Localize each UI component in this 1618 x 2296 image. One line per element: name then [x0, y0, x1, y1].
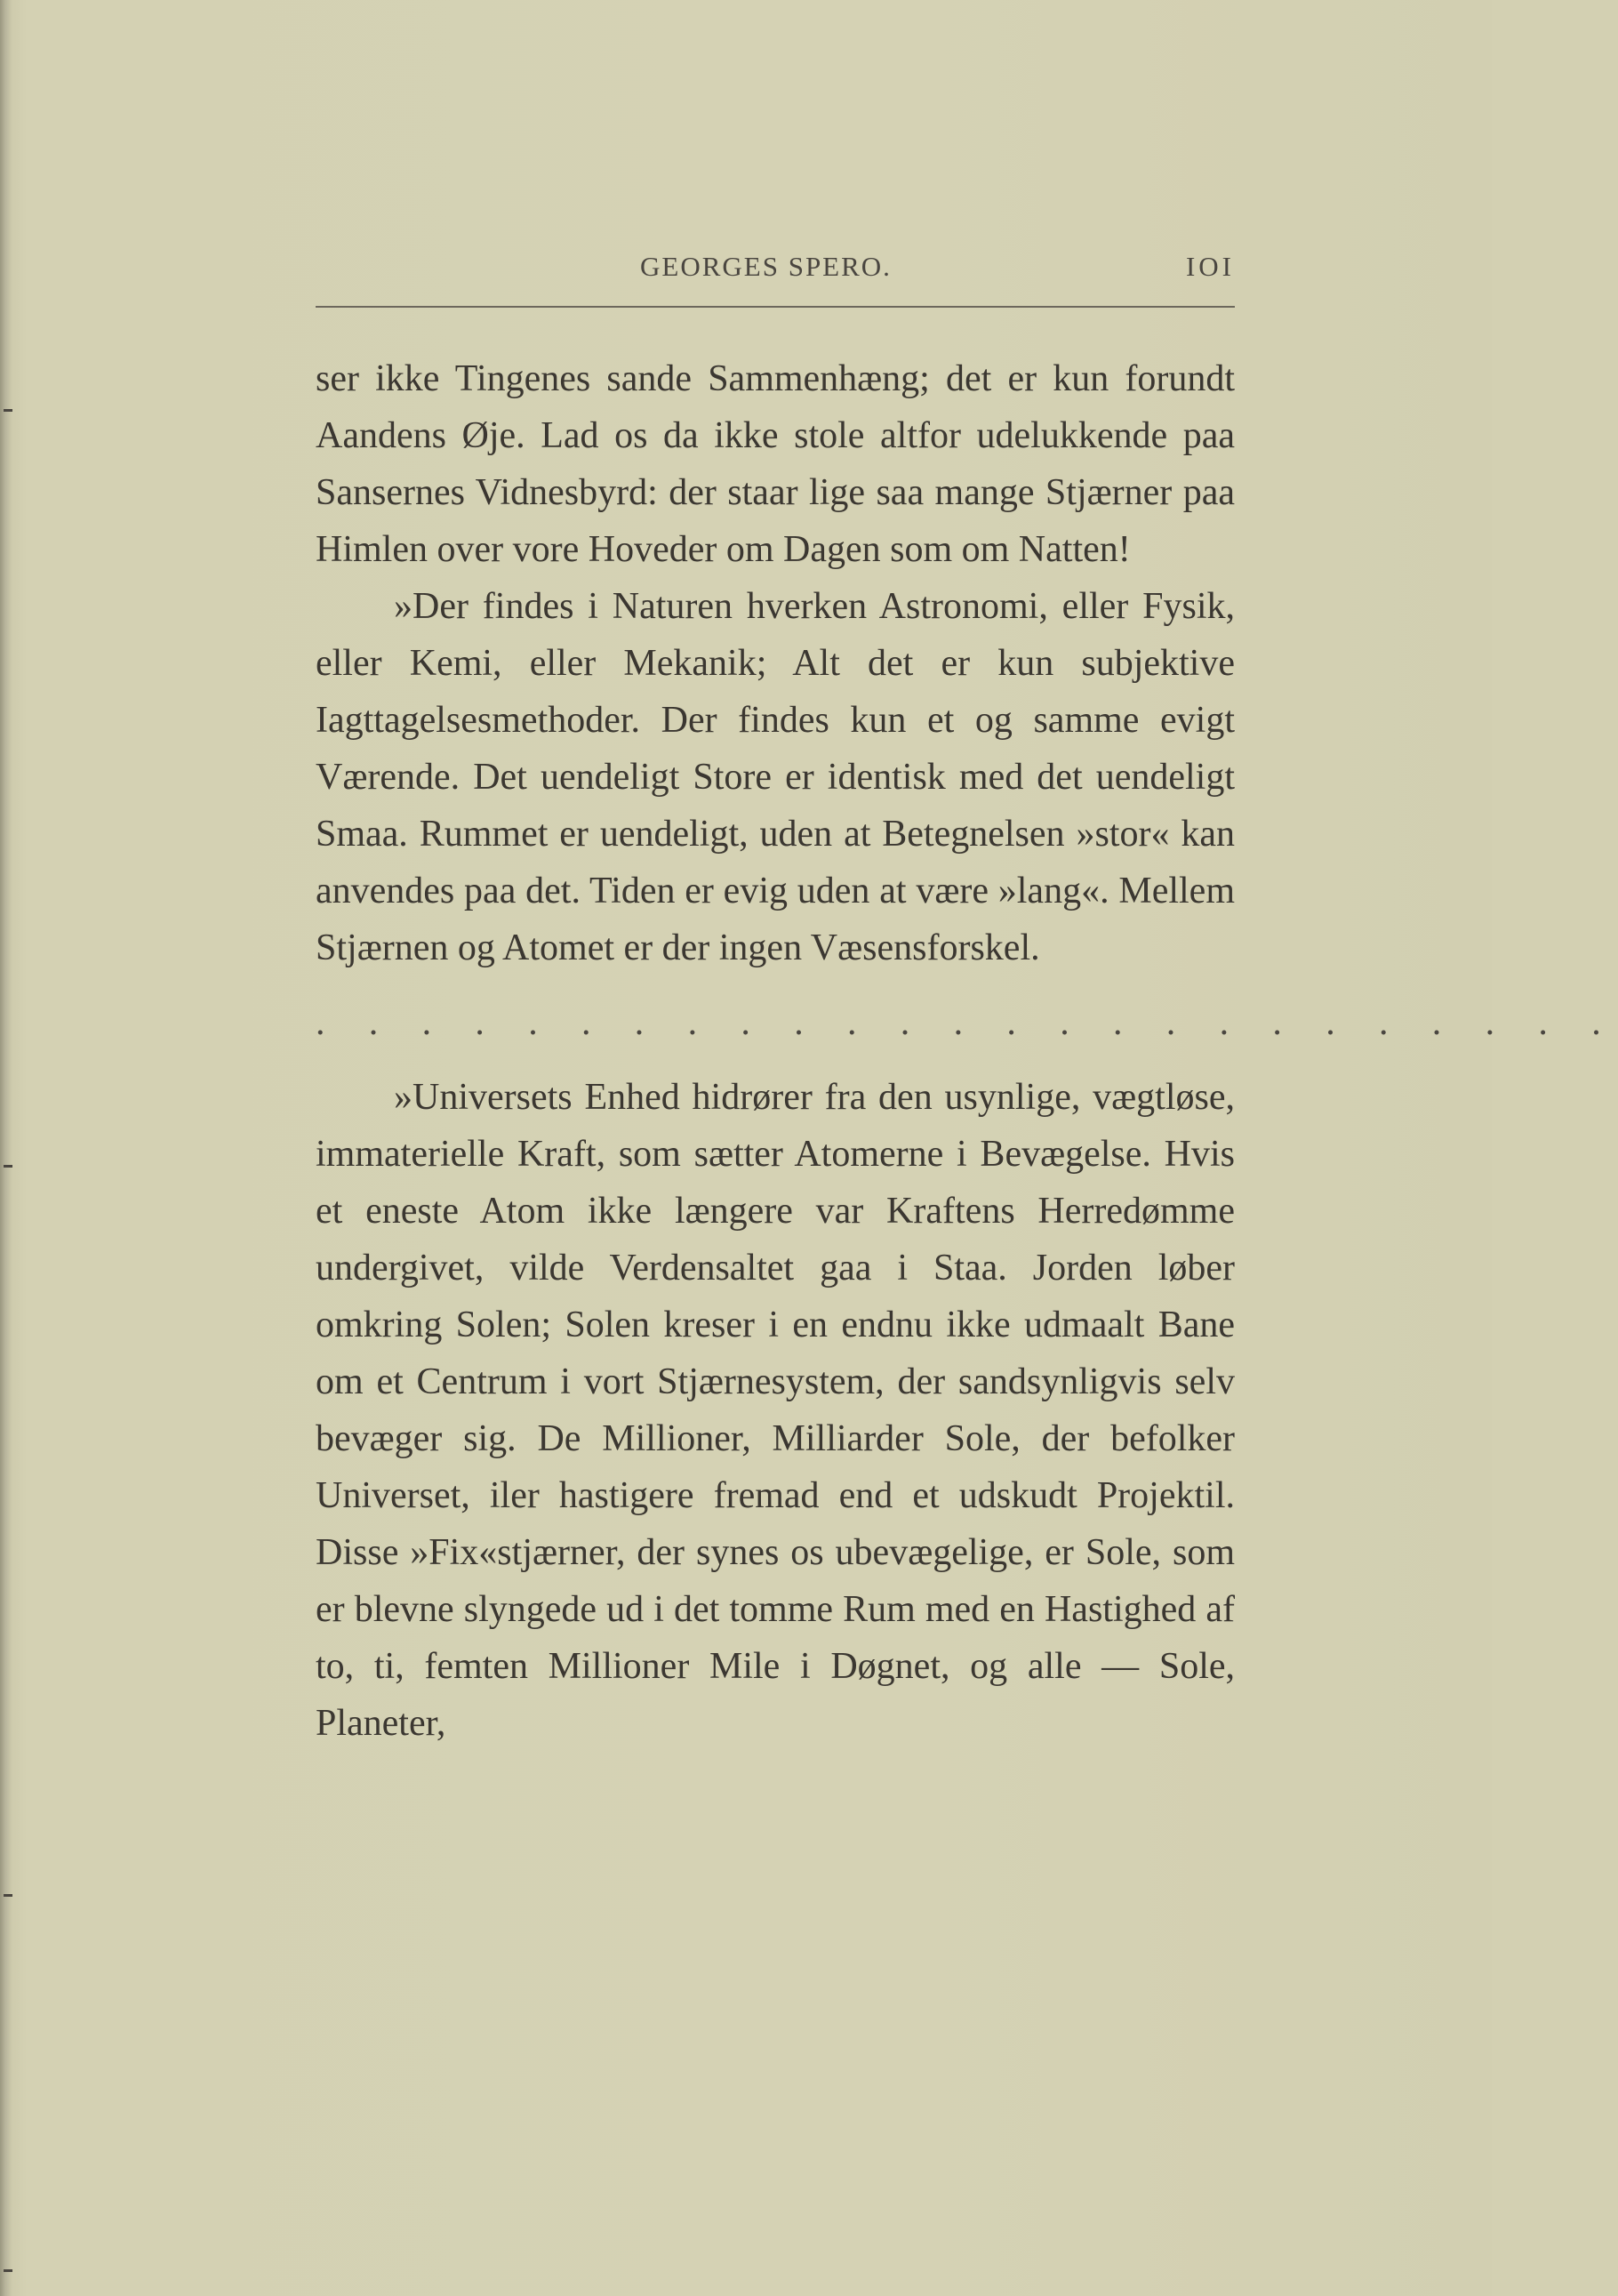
margin-mark [4, 409, 12, 412]
running-title: GEORGES SPERO. [640, 251, 892, 282]
ellipsis-separator: . . . . . . . . . . . . . . . . . . . . . . . . . [316, 1002, 1618, 1043]
header-rule [316, 306, 1235, 308]
margin-mark [4, 1894, 12, 1897]
paragraph: »Der findes i Naturen hverken Astronomi, eller Fysik, eller Kemi, eller Mekanik; Alt det er kun subjektive Iagttagelsesmethoder. Der findes kun et og samme evigt Værende. Det uendeligt Store er identisk med det uendeligt Smaa. Rummet er uendeligt, uden at Betegnelsen »stor« kan anvendes paa det. Tiden er evig uden at være »lang«. Mellem Stjærnen og Atomet er der ingen Væsensforskel. [316, 586, 1235, 968]
body-text [316, 350, 1618, 1752]
margin-mark [4, 1165, 12, 1168]
margin-mark [4, 2269, 12, 2272]
paragraph: »Universets Enhed hidrører fra den usynlige, vægtløse, immaterielle Kraft, som sætter Atomerne i Bevægelse. Hvis et eneste Atom ikke længere var Kraftens Herredømme undergivet, vilde Verdensaltet gaa i Staa. Jorden løber omkring Solen; Solen kreser i en endnu ikke udmaalt Bane om et Centrum i vort Stjærnesystem, der sandsynligvis selv bevæger sig. De Millioner, Milliarder Sole, der befolker Universet, iler hastigere fremad end et udskudt Projektil. Disse »Fix«stjærner, der synes os ubevægelige, er Sole, som er blevne slyngede ud i det tomme Rum med en Hastighed af to, ti, femten Millioner Mile i Døgnet, og alle — Sole, Planeter, [316, 1077, 1235, 1744]
page-number: IOI [1185, 251, 1235, 282]
page-binding-edge [0, 0, 12, 2296]
running-header [316, 251, 1235, 290]
paragraph: ser ikke Tingenes sande Sammenhæng; det er kun forundt Aandens Øje. Lad os da ikke stole altfor udelukkende paa Sansernes Vidnesbyrd: der staar lige saa mange Stjærner paa Himlen over vore Hoveder om Dagen som om Natten! [316, 358, 1235, 570]
